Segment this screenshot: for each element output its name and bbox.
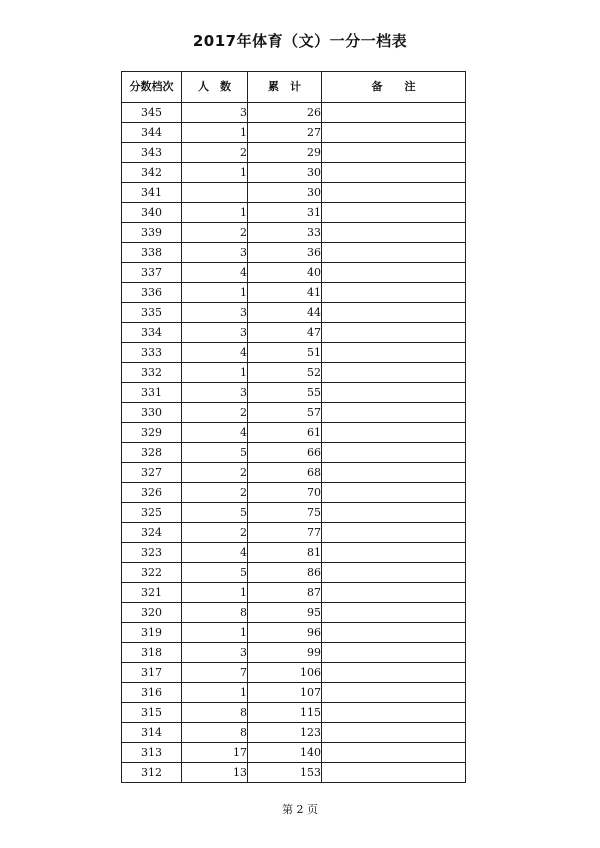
cell-note [322,123,466,143]
cell-count: 4 [182,263,248,283]
page-number: 第 2 页 [282,803,318,816]
table-row [122,663,466,683]
cell-note [322,363,466,383]
cell-count [182,183,248,203]
cell-score: 343 [122,143,182,163]
cell-score: 342 [122,163,182,183]
cell-note [322,163,466,183]
table-row [122,743,466,763]
cell-score: 336 [122,283,182,303]
cell-note [322,443,466,463]
cell-cumulative: 29 [248,143,322,163]
cell-note [322,603,466,623]
cell-note [322,503,466,523]
cell-note [322,243,466,263]
cell-cumulative: 27 [248,123,322,143]
cell-score: 339 [122,223,182,243]
cell-score: 329 [122,423,182,443]
cell-score: 328 [122,443,182,463]
cell-cumulative: 75 [248,503,322,523]
cell-note [322,623,466,643]
cell-score: 316 [122,683,182,703]
table-row [122,303,466,323]
cell-score: 341 [122,183,182,203]
cell-score: 319 [122,623,182,643]
cell-score: 333 [122,343,182,363]
cell-score: 327 [122,463,182,483]
cell-note [322,583,466,603]
cell-count: 2 [182,223,248,243]
cell-note [322,383,466,403]
cell-score: 322 [122,563,182,583]
cell-count: 7 [182,663,248,683]
cell-count: 1 [182,123,248,143]
cell-note [322,423,466,443]
cell-note [322,723,466,743]
table-row [122,203,466,223]
cell-count: 1 [182,163,248,183]
cell-cumulative: 26 [248,103,322,123]
table-row [122,283,466,303]
cell-note [322,223,466,243]
cell-score: 340 [122,203,182,223]
cell-note [322,703,466,723]
cell-cumulative: 30 [248,183,322,203]
cell-count: 2 [182,483,248,503]
cell-count: 2 [182,463,248,483]
cell-count: 5 [182,503,248,523]
table-row [122,383,466,403]
cell-score: 326 [122,483,182,503]
cell-count: 3 [182,303,248,323]
cell-score: 337 [122,263,182,283]
table-row [122,483,466,503]
cell-note [322,403,466,423]
cell-note [322,303,466,323]
cell-cumulative: 86 [248,563,322,583]
table-row [122,543,466,563]
cell-cumulative: 123 [248,723,322,743]
cell-count: 3 [182,103,248,123]
cell-cumulative: 140 [248,743,322,763]
cell-count: 1 [182,283,248,303]
cell-cumulative: 44 [248,303,322,323]
cell-note [322,203,466,223]
cell-count: 3 [182,643,248,663]
table-row [122,263,466,283]
cell-count: 4 [182,343,248,363]
cell-score: 325 [122,503,182,523]
cell-score: 314 [122,723,182,743]
cell-score: 345 [122,103,182,123]
table-row [122,643,466,663]
table-row [122,363,466,383]
cell-score: 317 [122,663,182,683]
cell-count: 2 [182,403,248,423]
cell-cumulative: 77 [248,523,322,543]
table-row [122,343,466,363]
table-row [122,463,466,483]
cell-note [322,763,466,783]
cell-count: 3 [182,383,248,403]
cell-cumulative: 68 [248,463,322,483]
table-row [122,423,466,443]
cell-cumulative: 51 [248,343,322,363]
cell-count: 2 [182,143,248,163]
table-row [122,443,466,463]
cell-cumulative: 47 [248,323,322,343]
cell-score: 334 [122,323,182,343]
page-title: 2017年体育（文）一分一档表 [192,32,408,50]
cell-score: 324 [122,523,182,543]
table-row [122,223,466,243]
cell-cumulative: 57 [248,403,322,423]
cell-count: 3 [182,243,248,263]
table-row [122,723,466,743]
table-row [122,763,466,783]
cell-cumulative: 153 [248,763,322,783]
cell-count: 5 [182,443,248,463]
cell-note [322,523,466,543]
table-row [122,103,466,123]
cell-score: 338 [122,243,182,263]
cell-count: 13 [182,763,248,783]
cell-note [322,283,466,303]
cell-count: 1 [182,363,248,383]
cell-score: 312 [122,763,182,783]
table-row [122,623,466,643]
table-row [122,703,466,723]
table-row [122,143,466,163]
cell-note [322,343,466,363]
cell-note [322,183,466,203]
cell-count: 8 [182,703,248,723]
cell-cumulative: 52 [248,363,322,383]
table-row [122,403,466,423]
cell-cumulative: 41 [248,283,322,303]
cell-count: 17 [182,743,248,763]
cell-score: 330 [122,403,182,423]
cell-note [322,103,466,123]
table-header-row [122,72,466,103]
cell-cumulative: 55 [248,383,322,403]
table-row [122,323,466,343]
header-cumulative: 累 计 [248,72,322,103]
header-note: 备 注 [322,72,466,103]
cell-cumulative: 107 [248,683,322,703]
table-row [122,183,466,203]
cell-count: 2 [182,523,248,543]
table-row [122,243,466,263]
cell-note [322,743,466,763]
cell-note [322,143,466,163]
table-row [122,503,466,523]
cell-note [322,483,466,503]
cell-score: 318 [122,643,182,663]
table-row [122,583,466,603]
cell-cumulative: 36 [248,243,322,263]
cell-note [322,643,466,663]
cell-score: 313 [122,743,182,763]
table-row [122,123,466,143]
cell-cumulative: 81 [248,543,322,563]
cell-count: 1 [182,623,248,643]
header-score: 分数档次 [122,72,182,103]
header-count: 人 数 [182,72,248,103]
cell-cumulative: 106 [248,663,322,683]
cell-cumulative: 30 [248,163,322,183]
cell-score: 315 [122,703,182,723]
cell-score: 331 [122,383,182,403]
cell-count: 1 [182,203,248,223]
cell-cumulative: 40 [248,263,322,283]
table-row [122,523,466,543]
cell-cumulative: 31 [248,203,322,223]
cell-cumulative: 33 [248,223,322,243]
cell-count: 4 [182,423,248,443]
score-table [121,71,466,783]
cell-cumulative: 66 [248,443,322,463]
cell-count: 5 [182,563,248,583]
cell-score: 323 [122,543,182,563]
cell-count: 1 [182,583,248,603]
cell-count: 1 [182,683,248,703]
cell-score: 321 [122,583,182,603]
cell-count: 3 [182,323,248,343]
cell-cumulative: 95 [248,603,322,623]
table-row [122,683,466,703]
cell-note [322,663,466,683]
table-body [122,103,466,783]
cell-note [322,683,466,703]
cell-note [322,323,466,343]
table-row [122,603,466,623]
cell-note [322,543,466,563]
cell-note [322,263,466,283]
cell-cumulative: 87 [248,583,322,603]
cell-cumulative: 70 [248,483,322,503]
table-row [122,563,466,583]
table-row [122,163,466,183]
cell-score: 335 [122,303,182,323]
cell-note [322,563,466,583]
cell-cumulative: 99 [248,643,322,663]
cell-score: 332 [122,363,182,383]
cell-note [322,463,466,483]
cell-score: 344 [122,123,182,143]
cell-cumulative: 115 [248,703,322,723]
cell-cumulative: 96 [248,623,322,643]
cell-count: 8 [182,603,248,623]
cell-count: 8 [182,723,248,743]
cell-count: 4 [182,543,248,563]
cell-cumulative: 61 [248,423,322,443]
cell-score: 320 [122,603,182,623]
